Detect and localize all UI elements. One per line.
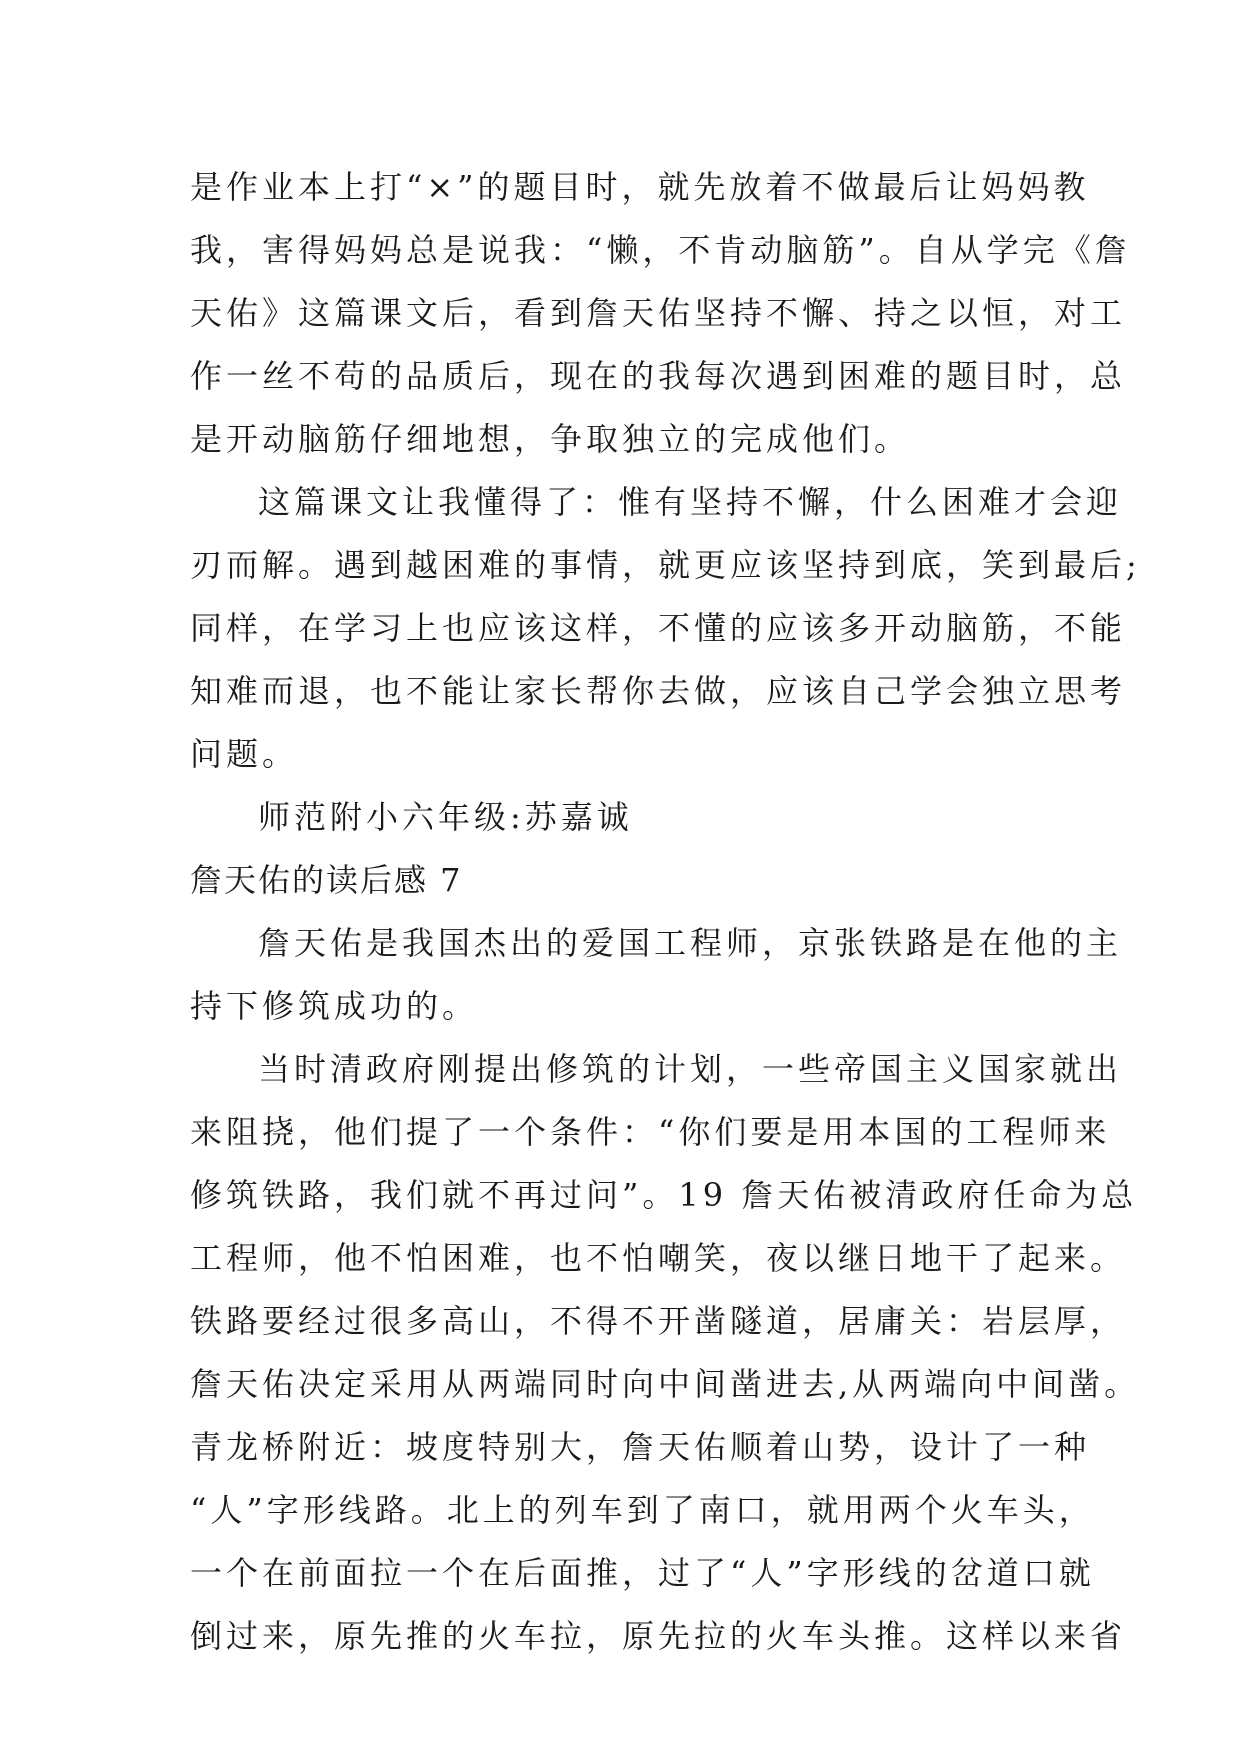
text-line: 同样，在学习上也应该这样，不懂的应该多开动脑筋，不能 — [190, 609, 1127, 647]
text-line: 持下修筑成功的。 — [190, 987, 479, 1025]
heading-text: 詹天佑的读后感 7 — [190, 861, 463, 899]
text-line: 当时清政府刚提出修筑的计划，一些帝国主义国家就出 — [258, 1050, 1123, 1088]
text-line: 是作业本上打“×”的题目时，就先放着不做最后让妈妈教 — [190, 168, 1090, 206]
text-line: 詹天佑是我国杰出的爱国工程师，京张铁路是在他的主 — [258, 924, 1123, 962]
text-line: 来阻挠，他们提了一个条件：“你们要是用本国的工程师来 — [190, 1113, 1111, 1151]
paragraph — [190, 471, 1141, 786]
paragraph — [190, 912, 1123, 1038]
author-line: 师范附小六年级:苏嘉诚 — [258, 798, 633, 836]
text-line: 刃而解。遇到越困难的事情，就更应该坚持到底，笑到最后; — [190, 546, 1141, 584]
text-line: 倒过来，原先推的火车拉，原先拉的火车头推。这样以来省 — [190, 1617, 1127, 1655]
text-line: 这篇课文让我懂得了：惟有坚持不懈，什么困难才会迎 — [258, 483, 1123, 521]
text-line: “人”字形线路。北上的列车到了南口，就用两个火车头， — [190, 1491, 1095, 1529]
text-line: 青龙桥附近：坡度特别大，詹天佑顺着山势，设计了一种 — [190, 1428, 1091, 1466]
text-line: 是开动脑筋仔细地想，争取独立的完成他们。 — [190, 420, 911, 458]
author-signature — [190, 786, 1052, 849]
text-line: 我，害得妈妈总是说我：“懒，不肯动脑筋”。自从学完《詹 — [190, 231, 1131, 269]
text-line: 天佑》这篇课文后，看到詹天佑坚持不懈、持之以恒，对工 — [190, 294, 1127, 332]
text-line: 修筑铁路，我们就不再过问”。19 詹天佑被清政府任命为总 — [190, 1176, 1138, 1214]
text-line: 工程师，他不怕困难，也不怕嘲笑，夜以继日地干了起来。 — [190, 1239, 1127, 1277]
text-line: 作一丝不苟的品质后，现在的我每次遇到困难的题目时，总 — [190, 357, 1127, 395]
paragraph — [190, 156, 1131, 471]
document-body — [190, 156, 1141, 1668]
text-line: 一个在前面拉一个在后面推，过了“人”字形线的岔道口就 — [190, 1554, 1095, 1592]
section-heading — [190, 849, 1052, 912]
text-line: 铁路要经过很多高山，不得不开凿隧道，居庸关：岩层厚， — [190, 1302, 1127, 1340]
text-line: 知难而退，也不能让家长帮你去做，应该自己学会独立思考 — [190, 672, 1127, 710]
paragraph — [190, 1038, 1141, 1668]
text-line: 问题。 — [190, 735, 299, 773]
text-line: 詹天佑决定采用从两端同时向中间凿进去,从两端向中间凿。 — [190, 1365, 1141, 1403]
